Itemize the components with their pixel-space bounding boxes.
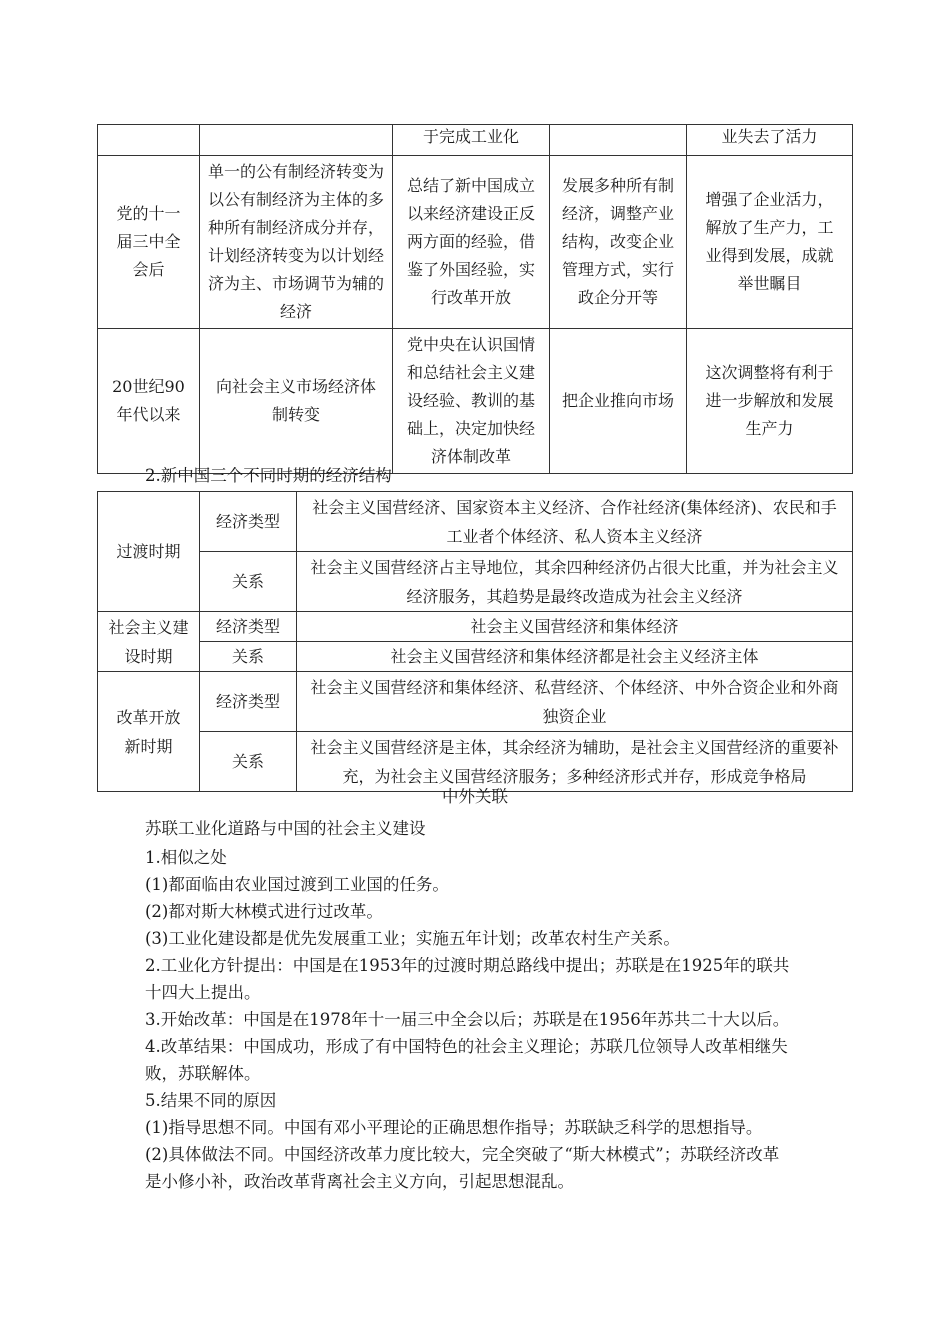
relation-label-cell: 关系: [200, 642, 297, 672]
table-row: [98, 612, 853, 642]
table-row: [98, 125, 853, 156]
text-line: 3.开始改革：中国是在1978年十一届三中全会以后；苏联是在1956年苏共二十大以后。: [145, 1010, 790, 1029]
text-line: (3)工业化建设都是优先发展重工业；实施五年计划；改革农村生产关系。: [145, 929, 680, 948]
effect-cell: 业失去了活力: [687, 125, 853, 156]
type-value-cell: 社会主义国营经济和集体经济: [297, 612, 853, 642]
change-cell: [200, 125, 393, 156]
text-line: 2.工业化方针提出：中国是在1953年的过渡时期总路线中提出；苏联是在1925年的联共: [145, 956, 790, 975]
change-cell: 向社会主义市场经济体制转变: [200, 329, 393, 474]
text-line: 4.改革结果：中国成功，形成了有中国特色的社会主义理论；苏联几位领导人改革相继失: [145, 1037, 788, 1056]
text-line: (2)都对斯大林模式进行过改革。: [145, 902, 383, 921]
measures-cell: 把企业推向市场: [550, 329, 687, 474]
table-row: [98, 552, 853, 612]
measures-cell: 发展多种所有制经济，调整产业结构，改变企业管理方式，实行政企分开等: [550, 156, 687, 329]
table-row: [98, 329, 853, 474]
text-line: (1)指导思想不同。中国有邓小平理论的正确思想作指导；苏联缺乏科学的思想指导。: [145, 1118, 763, 1137]
relation-value-cell: 社会主义国营经济占主导地位，其余四种经济仍占很大比重，并为社会主义经济服务，其趋势是最终改造成为社会主义经济: [297, 552, 853, 612]
table-row: [98, 672, 853, 732]
relation-label-cell: 关系: [200, 732, 297, 792]
reason-cell: 党中央在认识国情和总结社会主义建设经验、教训的基础上，决定加快经济体制改革: [393, 329, 550, 474]
relation-label-cell: 关系: [200, 552, 297, 612]
type-value-cell: 社会主义国营经济和集体经济、私营经济、个体经济、中外合资企业和外商独资企业: [297, 672, 853, 732]
relation-value-cell: 社会主义国营经济是主体，其余经济为辅助，是社会主义国营经济的重要补充，为社会主义国营经济服务；多种经济形式并存，形成竞争格局: [297, 732, 853, 792]
period-cell: 社会主义建设时期: [98, 612, 200, 672]
change-cell: 单一的公有制经济转变为以公有制经济为主体的多种所有制经济成分并存，计划经济转变为以计划经济为主、市场调节为辅的经济: [200, 156, 393, 329]
text-line: 是小修小补，政治改革背离社会主义方向，引起思想混乱。: [145, 1172, 574, 1191]
measures-cell: [550, 125, 687, 156]
period-cell: 改革开放新时期: [98, 672, 200, 792]
section-subtitle: 苏联工业化道路与中国的社会主义建设: [145, 819, 426, 838]
table-row: [98, 156, 853, 329]
type-label-cell: 经济类型: [200, 612, 297, 642]
table-row: [98, 492, 853, 552]
type-label-cell: 经济类型: [200, 672, 297, 732]
period-cell: 过渡时期: [98, 492, 200, 612]
relation-value-cell: 社会主义国营经济和集体经济都是社会主义经济主体: [297, 642, 853, 672]
text-line: 1.相似之处: [145, 848, 227, 867]
section-heading: 2.新中国三个不同时期的经济结构: [145, 466, 392, 485]
text-line: (2)具体做法不同。中国经济改革力度比较大，完全突破了“斯大林模式”；苏联经济改革: [145, 1145, 780, 1164]
reason-cell: 于完成工业化: [393, 125, 550, 156]
section-heading: 中外关联: [442, 787, 508, 806]
period-cell: [98, 125, 200, 156]
period-cell: 党的十一届三中全会后: [98, 156, 200, 329]
type-label-cell: 经济类型: [200, 492, 297, 552]
text-line: 十四大上提出。: [145, 983, 261, 1002]
economic-structure-table: [97, 491, 853, 792]
effect-cell: 增强了企业活力，解放了生产力，工业得到发展，成就举世瞩目: [687, 156, 853, 329]
reform-history-table: [97, 124, 853, 474]
text-line: 败，苏联解体。: [145, 1064, 261, 1083]
effect-cell: 这次调整将有利于进一步解放和发展生产力: [687, 329, 853, 474]
table-row: [98, 732, 853, 792]
period-cell: 20世纪90年代以来: [98, 329, 200, 474]
reason-cell: 总结了新中国成立以来经济建设正反两方面的经验，借鉴了外国经验，实行改革开放: [393, 156, 550, 329]
type-value-cell: 社会主义国营经济、国家资本主义经济、合作社经济(集体经济)、农民和手工业者个体经济、私人资本主义经济: [297, 492, 853, 552]
table-row: [98, 642, 853, 672]
text-line: (1)都面临由农业国过渡到工业国的任务。: [145, 875, 449, 894]
text-line: 5.结果不同的原因: [145, 1091, 277, 1110]
